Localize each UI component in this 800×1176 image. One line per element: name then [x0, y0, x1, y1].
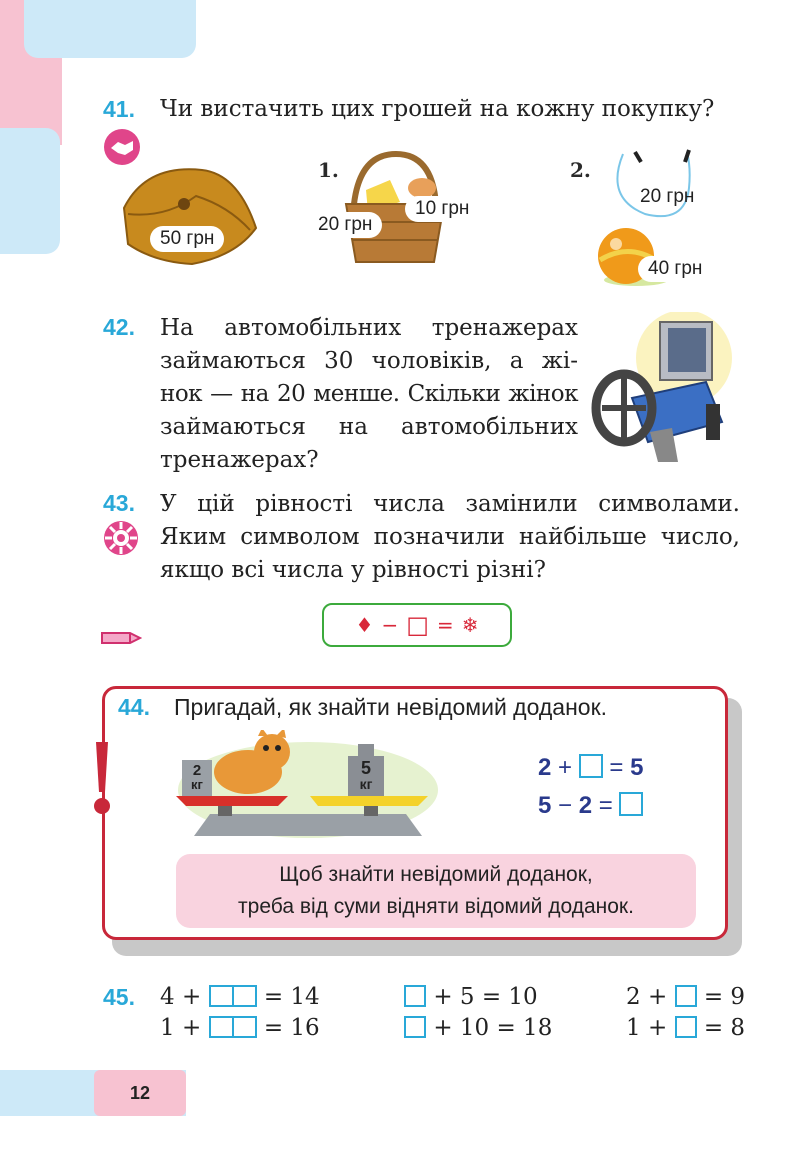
- jump-rope-price-label: 20 грн: [640, 186, 695, 207]
- driving-simulator-image: [588, 312, 748, 468]
- symbol-equation-box: [322, 603, 512, 647]
- equals-sign: =: [436, 613, 454, 637]
- exclamation-icon: [90, 740, 114, 816]
- page-number: 12: [94, 1070, 186, 1116]
- expr-left: 2 +: [626, 984, 668, 1010]
- answer-box: [619, 792, 643, 816]
- ball-price-label: 40 грн: [638, 256, 712, 282]
- rule-equation-2: [538, 792, 643, 820]
- eq2-operator: −: [558, 792, 573, 819]
- scale-image: [168, 730, 448, 840]
- rule-line: Щоб знайти невідомий доданок,: [279, 863, 593, 886]
- task-41-number: 41.: [103, 96, 135, 122]
- eq2-term: 5: [538, 792, 552, 819]
- page-corner-blue-side: [0, 128, 60, 254]
- page-corner-blue-top: [24, 0, 196, 58]
- task-45-col3-row2: [626, 1015, 745, 1041]
- option-2-number: 2.: [570, 158, 591, 182]
- task-42-line: На автомобільних тренажерах: [160, 315, 578, 341]
- expr-right: = 16: [263, 1015, 320, 1041]
- snowflake-symbol: ❄: [461, 613, 479, 637]
- task-42-line: займаються на автомобільних: [160, 414, 578, 440]
- weight-right-unit: кг: [359, 776, 373, 792]
- eq2-term: 2: [578, 792, 593, 819]
- expr-right: + 10 = 18: [433, 1015, 553, 1041]
- task-43-number: 43.: [103, 490, 135, 516]
- task-43-line: Яким символом позначили найбільше число,: [160, 524, 740, 550]
- task-45-col1-row1: [160, 984, 320, 1010]
- option-1-number: 1.: [318, 158, 339, 182]
- expr-right: = 14: [263, 984, 320, 1010]
- answer-box[interactable]: [404, 985, 426, 1007]
- eq2-equals: =: [598, 792, 613, 819]
- task-43-line: якщо всі числа у рівності різні?: [160, 557, 546, 583]
- task-45-col1-row2: [160, 1015, 320, 1041]
- weight-left-unit: кг: [191, 777, 203, 792]
- weight-right-value: 5: [360, 758, 371, 778]
- weight-left-value: 2: [192, 762, 202, 779]
- task-45-col2-row1: [404, 984, 538, 1010]
- basket-price-a-label: 20 грн: [308, 212, 382, 238]
- flower-icon: [103, 520, 139, 556]
- unknown-box: [579, 754, 603, 778]
- task-42-line: займаються 30 чоловіків, а жі-: [160, 348, 578, 374]
- task-45-number: 45.: [103, 984, 135, 1010]
- weight-left-label: [186, 764, 208, 792]
- expr-right: = 9: [703, 984, 746, 1010]
- pencil-icon: [100, 628, 142, 648]
- basket-price-b-label: 10 грн: [405, 196, 479, 222]
- two-digit-answer-box[interactable]: [209, 985, 257, 1007]
- task-43-text: [160, 488, 740, 587]
- task-43-line: У цій рівності числа замінили символами.: [160, 491, 740, 517]
- expr-right: = 8: [703, 1015, 746, 1041]
- task-42-text: [160, 312, 578, 477]
- wallet-price-label: 50 грн: [150, 226, 224, 252]
- expr-left: 1 +: [626, 1015, 668, 1041]
- task-42-line: нок — на 20 менше. Скільки жінок: [160, 381, 578, 407]
- answer-box[interactable]: [675, 985, 697, 1007]
- task-45-col3-row1: [626, 984, 745, 1010]
- eq1-result: 5: [630, 754, 644, 781]
- task-44-title: Пригадай, як знайти невідомий доданок.: [174, 694, 608, 720]
- expr-left: 1 +: [160, 1015, 202, 1041]
- eq1-equals: =: [609, 754, 624, 781]
- diamond-symbol: ♦: [355, 613, 374, 637]
- two-digit-answer-box[interactable]: [209, 1016, 257, 1038]
- weight-right-label: [350, 760, 382, 792]
- expr-left: 4 +: [160, 984, 202, 1010]
- task-41-question: Чи вистачить цих грошей на кожну покупку?: [160, 96, 715, 122]
- minus-sign: −: [381, 613, 399, 637]
- answer-box[interactable]: [404, 1016, 426, 1038]
- task-42-number: 42.: [103, 314, 135, 340]
- task-42-line: тренажерах?: [160, 447, 319, 473]
- expr-right: + 5 = 10: [433, 984, 538, 1010]
- square-symbol: □: [406, 611, 429, 639]
- rule-line: треба від суми відняти відомий доданок.: [238, 895, 634, 918]
- rule-text-box: [176, 854, 696, 928]
- eq1-term: 2: [538, 754, 552, 781]
- task-44-number: 44.: [118, 694, 150, 720]
- answer-box[interactable]: [675, 1016, 697, 1038]
- task-45-col2-row2: [404, 1015, 552, 1041]
- eq1-operator: +: [558, 754, 573, 781]
- rule-equation-1: [538, 754, 643, 782]
